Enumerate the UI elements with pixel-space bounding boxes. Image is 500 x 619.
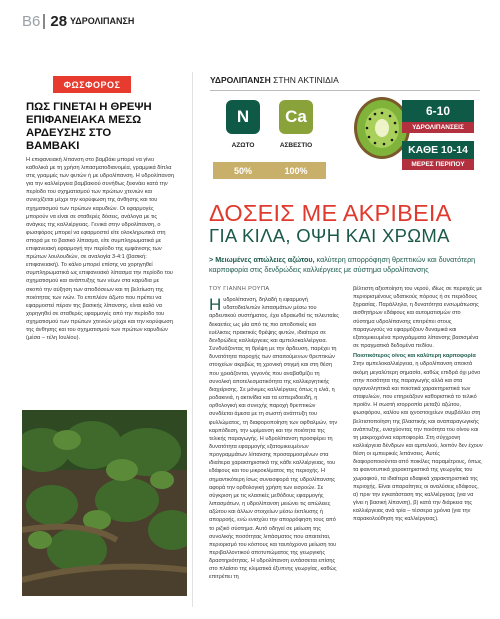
badge-interval-caption: ΜΕΡΕΣ ΠΕΡΙΠΟΥ: [402, 159, 474, 170]
sidebar-title: ΠΩΣ ΓΙΝΕΤΑΙ Η ΘΡΕΨΗ ΕΠΙΦΑΝΕΙΑΚΑ ΜΕΣΩ ΑΡΔΕΥΣΗΣ ΣΤΟ ΒΑΜΒΑΚΙ: [26, 101, 152, 152]
article-title: ΔΟΣΕΙΣ ΜΕ ΑΚΡΙΒΕΙΑ: [209, 200, 452, 226]
article-column-1: [209, 285, 339, 582]
element-percent-ca: 100%: [266, 162, 326, 179]
infobox-title-bold: ΥΔΡΟΛΙΠΑΝΣΗ: [210, 75, 271, 85]
dropcap: Η: [209, 295, 222, 315]
column-2-text-b: Στην αμπελοκαλλιέργεια, η υδρολίπανση αποκτά ακόμη μεγαλύτερη σημασία, καθώς επιδρά όχι μόνο στην ποσότητα της παραγωγής αλλά και στα οργανοληπτικά και ποιοτικά χαρακτηριστικά των σταφυλιών, που επηρεάζουν καθοριστικά το τελικό προϊόν. Η σωστή ισορροπία μεταξύ αζώτου, φωσφόρου, καλίου και ιχνοστοιχείων συμβάλλει στη βελτιστοποίηση της βλαστικής και αναπαραγωγικής ανάπτυξης, ενισχύοντας την ποιότητα του οίνου και τη μακροχρόνια καρποφορία. Στη σύγχρονη καλλιέργεια δένδρων και αμπελιού, λοιπόν δεν έχουν θέση οι εμπειρικές λιπάνσεις. Αυτές διαφοροποιούνται από ποικίλες παραμέτρους, όπως τα φαινοτυπικά χαρακτηριστικά της γεωργίας του χωραφιού, τα ιδιαίτερα εδαφικά χαρακτηριστικά της περιοχής. Είναι απαραίτητες οι αναλύσεις εδάφους, α) πριν την εγκατάσταση της καλλιέργειας (για να γίνει η βασική λίπανση), β) κατά την διάρκεια της καλλιέργειας ανά τρία – τέσσερα χρόνια (για την παρακολούθηση της καλλιέργειας).: [353, 361, 483, 523]
cotton-field-photo: [22, 410, 187, 596]
element-symbol-n: N: [226, 100, 260, 134]
sidebar-body: Η επιφανειακή λίπανση στο βαμβάκι μπορεί να γίνει καθολικά με τη χρήση λιπασματοδιανομέα, γραμμικά δίπλα στις γραμμές των φυτών ή με υδρολίπανση. Η υδρολίπανση για την καλλιέργεια βαμβακιού συνήθως ξεκινάει κατά την περίοδο του σχηματισμού των πρώτων χτενιών και συνεχίζεται μέχρι την κορύφωση της άνθησης και του σχηματισμού των πρώτων καρυδιών. Οι εφαρμογές μπορούν να είναι σε σταθερές δόσεις, ανάλογα με τις ανάγκες της καλλιέργειας. Γενικά στην υδρολίπανση, ο φωσφόρος μπορεί να εφαρμοστεί είτε ολοκληρωτικά στη σπορά με το βασικό λίπασμα, είτε συμπληρωματικά με επιφανειακή εφαρμογή την περίοδο της εμφάνισης των πρώτων λουλουδιών, σε αναλογία 3-4:1 (βασική: επιφανειακή). Το κάλιο μπορεί επίσης να χορηγηθεί συμπληρωματικά ως επιφανειακό λίπασμα την περίοδο του σχηματισμού και ανάπτυξης των νέων στα καρύδια με σκοπό την αύξηση των αποδόσεων και τη βελτίωση της ποιότητας των ινών. Το επιπλέον άζωτο που πρέπει να εφαρμοστεί πέραν της βασικής λίπανσης, είναι καλό να χορηγηθεί σε σταθερές εφαρμογές από την περίοδο του σχηματισμού των πρώτων χτενιών μέχρι και την κορύφωση της άνθησης και του σχηματισμού των πρώτων καρυδιών (μέσα – τέλη Ιουλίου).: [26, 157, 175, 342]
column-divider: [192, 72, 193, 607]
header-divider: [43, 14, 45, 29]
badge-irrigation-value: 6-10: [402, 100, 474, 122]
article-subtitle: ΓΙΑ ΚΙΛΑ, ΟΨΗ ΚΑΙ ΧΡΩΜΑ: [209, 225, 450, 246]
article-author: ΤΟΥ ΓΙΑΝΝΗ ΡΟΥΠΑ: [209, 286, 270, 292]
lead-bold: > Μειωμένες απώλειες αζώτου,: [209, 255, 315, 264]
infobox-rule: [210, 90, 480, 91]
badge-interval-value: ΚΑΘΕ 10-14: [402, 141, 474, 159]
badge-irrigation-caption: ΥΔΡΟΛΙΠΑΝΣΕΙΣ: [402, 122, 474, 133]
page-number: 28: [50, 12, 68, 30]
infobox-title-rest: ΣΤΗΝ ΑΚΤΙΝΙΔΙΑ: [273, 75, 339, 85]
lead-rest: καλύτερη απορρόφηση θρεπτικών και δυνατότερη καρποφορία στις δενδρώδεις καλλιέργειες με σύστημα υδρολίπανσης: [209, 255, 476, 274]
sidebar-tag: ΦΩΣΦΟΡΟΣ: [53, 76, 131, 93]
column-1-text: υδρολίπανση, δηλαδή η εφαρμογή υδατοδιαλυτών λιπασμάτων μέσω του αρδευτικού συστήματος, έχει εδραιωθεί τις τελευταίες δεκαετίες ως μία από τις πιο αποδοτικές και ευέλικτες πρακτικές θρέψης φυτών, ιδιαίτερα σε δενδρώδεις καλλιέργειες και αμπελοκαλλιέργεια. Συνδυάζοντας τη θρέψη με την άρδευση, παρέχει τη δυνατότητα παροχής των απαιτούμενων θρεπτικών στοιχείων ακριβώς τη χρονική στιγμή και στη θέση που χρειάζονται, γεγονός που αναβαθμίζει τη συνολική αποτελεσματικότητα της καλλιεργητικής διαχείρισης. Σε μόνιμες καλλιέργειες όπως η ελιά, η ροδακινιά, η ακτινίδια και τα εσπεριδοειδή, η ορθολογική και συνεχής παροχή θρεπτικών συνδέεται άμεσα με τη σωστή ανάπτυξη του φυλλώματος, τη διαφοροποίηση των οφθαλμών, την καρπόδεση, την ωρίμανση και την ποιότητα της τελικής παραγωγής. Η υδρολίπανση προσφέρει τη δυνατότητα εφαρμογής εξατομικευμένων προγραμμάτων λίπανσης προσαρμοσμένων στα ιδιαίτερα χαρακτηριστικά της κάθε καλλιέργειας, του εδάφους και του μικροκλίματος της περιοχής. Η σημαντικότερη ίσως συνεισφορά της υδρολίπανσης αφορά την ορθολογική χρήση των εισροών. Σε σύγκριση με τις κλασικές μεθόδους εφαρμογής λιπασμάτων, η υδρολίπανση μειώνει τις απώλειες αζώτου και άλλων στοιχείων μέσω έκπλυσης ή απορροής, ενώ ενισχύει την απορρόφηση τους από το ριζικό σύστημα. Αυτό οδηγεί σε μείωση της συνολικής ποσότητας λιπάσματος που απαιτείται, περιορισμό του κόστους και ταυτόχρονα μείωση του περιβαλλοντικού αποτυπώματος της γεωργικής δραστηριότητας. Η υδρολίπανση εντάσσεται επίσης στο πλαίσιο της κλιματικά έξυπνης γεωργίας, καθώς επιτρέπει τη: [209, 297, 339, 581]
article-lead: [209, 255, 484, 275]
infobox-title: [210, 75, 339, 85]
column-2-subhead: Ποιοτικότερος οίνος και καλύτερη καρποφορία: [353, 353, 476, 360]
element-percent-n: 50%: [213, 162, 273, 179]
element-name-ca: ΑΣΒΕΣΤΙΟ: [279, 142, 313, 149]
column-2-text-a: βέλτιστη αξιοποίηση του νερού, ιδίως σε περιοχές με περιορισμένους υδατικούς πόρους ή σε περιόδους ξηρασίας. Παράλληλα, η δυνατότητα ενσωμάτωσης αισθητήρων εδάφους και αυτοματισμών στο σύστημα υδρολίπανσης επιτρέπει στους παραγωγούς να εφαρμόζουν δυναμικά και εξατομικευμένα προγράμματα λίπανσης βασισμένα σε πραγματικά δεδομένα πεδίου.: [353, 286, 483, 350]
section-code: Β6: [22, 12, 41, 30]
badge-interval: [402, 141, 474, 170]
element-name-n: ΑΖΩΤΟ: [231, 142, 255, 149]
page-header: [22, 11, 134, 31]
badge-irrigation-count: [402, 100, 474, 133]
section-title: ΥΔΡΟΛΙΠΑΝΣΗ: [70, 16, 135, 26]
element-symbol-ca: Ca: [279, 100, 313, 134]
article-column-2: [353, 285, 483, 524]
